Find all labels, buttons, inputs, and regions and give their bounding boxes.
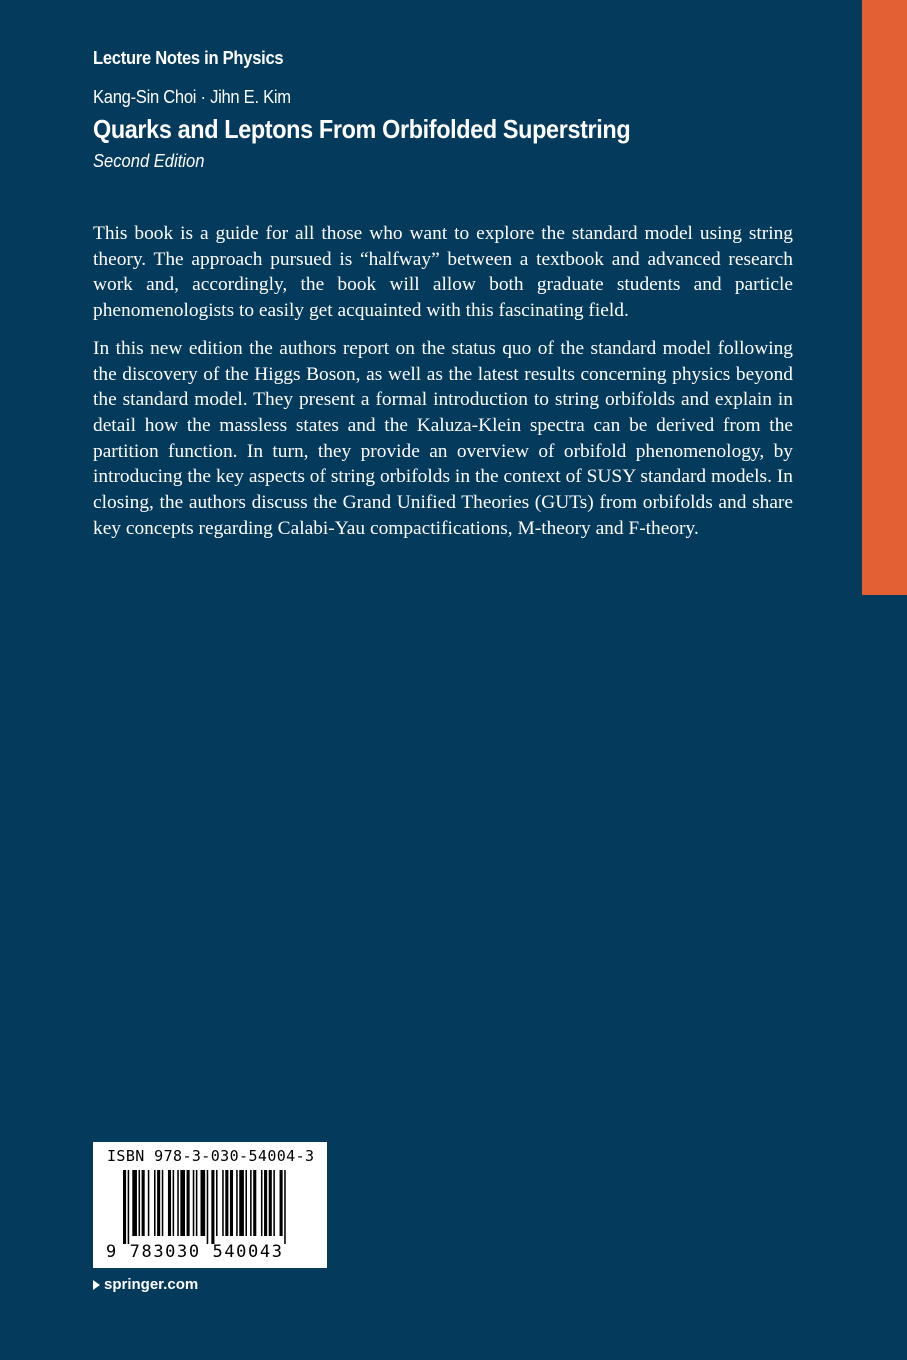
barcode-bar (250, 1170, 252, 1236)
barcode-bar (239, 1170, 244, 1236)
barcode-bar (261, 1170, 263, 1236)
publisher-url: springer.com (104, 1276, 199, 1293)
barcode-bar (148, 1170, 150, 1236)
barcode-bar (177, 1170, 179, 1236)
barcode-bar (230, 1170, 233, 1236)
barcode-bar (139, 1170, 141, 1236)
barcode-bar (162, 1170, 164, 1236)
barcode-bar (269, 1170, 272, 1236)
description-paragraph: This book is a guide for all those who want to explore the standard model using string theory. The approach pursued is “halfway” between a textbook and advanced research work and, accordingly, the book will allow both graduate students and particle phenomenologists to easily get acquainted with this fascinating field. (93, 223, 793, 322)
arrow-right-icon (93, 1280, 100, 1290)
publisher-link[interactable] (93, 1276, 198, 1293)
barcode-bar (154, 1170, 156, 1236)
barcode-bar (180, 1170, 185, 1236)
barcode-bars-icon (123, 1170, 303, 1244)
barcode-bar (201, 1170, 206, 1236)
barcode-bar (196, 1170, 198, 1236)
barcode-bar (284, 1170, 286, 1244)
barcode-bar (280, 1170, 283, 1236)
barcode-digits: 9 783030 540043 (106, 1242, 284, 1262)
author-names: Kang-Sin Choi · Jihn E. Kim (93, 87, 291, 107)
isbn-number: ISBN 978-3-030-54004-3 (107, 1147, 315, 1165)
barcode-bar (193, 1170, 195, 1236)
isbn-barcode (93, 1142, 327, 1268)
barcode-bar (132, 1170, 137, 1236)
barcode-bar (173, 1170, 175, 1236)
barcode-bar (128, 1170, 130, 1244)
barcode-bar (225, 1170, 228, 1236)
book-title: Quarks and Leptons From Orbifolded Superstring (93, 114, 631, 144)
barcode-bar (123, 1170, 126, 1244)
barcode-bar (222, 1170, 224, 1236)
series-name: Lecture Notes in Physics (93, 48, 284, 68)
barcode-bar (216, 1170, 218, 1236)
barcode-bar (236, 1170, 238, 1236)
orange-accent-bar (862, 0, 907, 595)
barcode-bar (187, 1170, 190, 1236)
barcode-bar (273, 1170, 275, 1236)
barcode-bar (168, 1170, 171, 1236)
barcode-bar (245, 1170, 247, 1236)
edition-label: Second Edition (93, 151, 205, 171)
barcode-bar (207, 1170, 209, 1244)
barcode-bar (142, 1170, 145, 1236)
barcode-bar (211, 1170, 214, 1244)
barcode-bar (253, 1170, 256, 1236)
book-description (93, 221, 793, 553)
barcode-bar (264, 1170, 267, 1236)
barcode-bar (157, 1170, 160, 1236)
description-paragraph: In this new edition the authors report on the status quo of the standard model following the discovery of the Higgs Boson, as well as the latest results concerning physics beyond the standard model. They present a formal introduction to string orbifolds and explain in detail how the massless states and the Kaluza-Klein spectra can be derived from the partition function. In turn, they provide an overview of orbifold phenomenology, by introducing the key aspects of string orbifolds in the context of SUSY standard models. In closing, the authors discuss the Grand Unified Theories (GUTs) from orbifolds and share key concepts regarding Calabi-Yau compactifications, M-theory and F-theory. (93, 337, 793, 539)
